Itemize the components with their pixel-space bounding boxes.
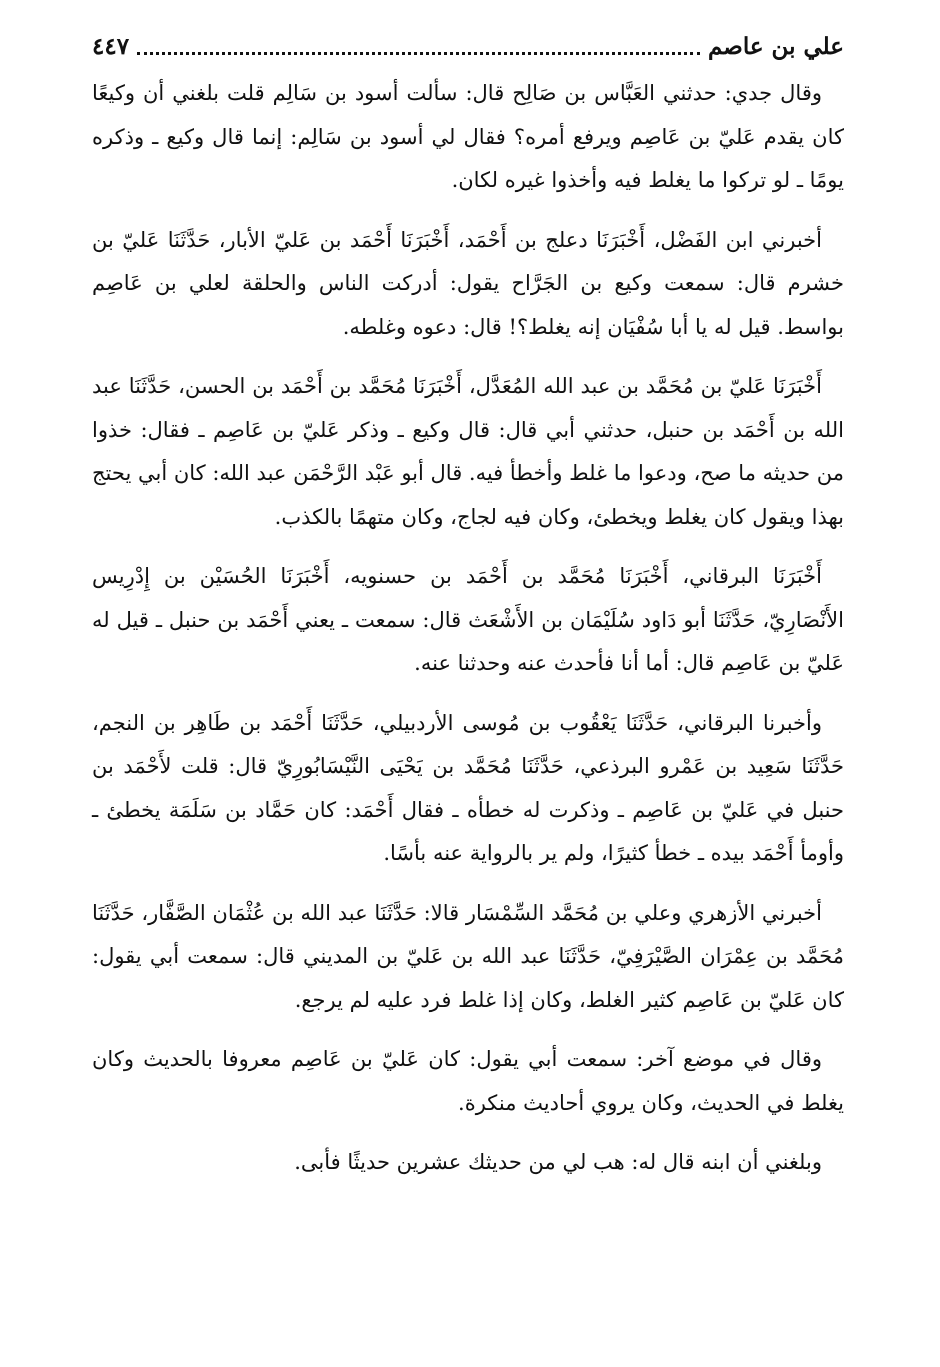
book-page [92, 30, 844, 1185]
paragraph: أَخْبَرَنَا البرقاني، أَخْبَرَنَا مُحَمَّد بن أَحْمَد بن حسنويه، أَخْبَرَنَا الحُسَيْن بن إِدْرِيس الأَنْصَارِيّ، حَدَّثَنَا أبو دَاود سُلَيْمَان بن الأَشْعَث قال: سمعت ـ يعني أَحْمَد بن حنبل ـ قيل له عَليّ بن عَاصِم قال: أما أنا فأحدث عنه وحدثنا عنه. [92, 564, 844, 675]
paragraph: أخبرني الأزهري وعلي بن مُحَمَّد السِّمْسَار قالا: حَدَّثَنَا عبد الله بن عُثْمَان الصَّفَّار، حَدَّثَنَا مُحَمَّد بن عِمْرَان الصَّيْرَفِيّ، حَدَّثَنَا عبد الله بن عَليّ بن المديني قال: سمعت أبي يقول: كان عَليّ بن عَاصِم كثير الغلط، وكان إذا غلط فرد عليه لم يرجع. [92, 900, 844, 1012]
paragraph: وقال في موضع آخر: سمعت أبي يقول: كان عَليّ بن عَاصِم معروفا بالحديث وكان يغلط في الحديث، وكان يروي أحاديث منكرة. [92, 1047, 844, 1115]
paragraph: وقال جدي: حدثني العَبَّاس بن صَالِح قال: سألت أسود بن سَالِم قلت بلغني أن وكيعًا كان يقدم عَليّ بن عَاصِم ويرفع أمره؟ فقال لي أسود بن سَالِم: إنما قال وكيع ـ وذكره يومًا ـ لو تركوا ما يغلط فيه وأخذوا غيره لكان. [92, 81, 844, 192]
paragraph: وبلغني أن ابنه قال له: هب لي من حديثك عشرين حديثًا فأبى. [294, 1150, 822, 1174]
page-number: ٤٤٧ [92, 33, 130, 60]
paragraph: وأخبرنا البرقاني، حَدَّثَنَا يَعْقُوب بن مُوسى الأردبيلي، حَدَّثَنَا أَحْمَد بن طَاهِر بن النجم، حَدَّثَنَا سَعِيد بن عَمْرو البرذعي، حَدَّثَنَا مُحَمَّد بن يَحْيَى النَّيْسَابُورِيّ قال: قلت لأَحْمَد بن حنبل في عَليّ بن عَاصِم ـ وذكرت له خطأه ـ فقال أَحْمَد: كان حَمَّاد بن سَلَمَة يخطئ ـ وأومأ أَحْمَد بيده ـ خطأ كثيرًا، ولم ير بالرواية عنه بأسًا. [92, 710, 844, 865]
running-header [92, 30, 844, 64]
body-text [92, 72, 844, 1185]
paragraph: أخبرني ابن الفَضْل، أَخْبَرَنَا دعلج بن أَحْمَد، أَخْبَرَنَا أَحْمَد بن عَليّ الأبار، حَدَّثَنَا عَليّ بن خشرم قال: سمعت وكيع بن الجَرَّاح يقول: أدركت الناس والحلقة لعلي بن عَاصِم بواسط. قيل له يا أبا سُفْيَان إنه يغلط؟! قال: دعوه وغلطه. [92, 227, 844, 339]
paragraph: أَخْبَرَنَا عَليّ بن مُحَمَّد بن عبد الله المُعَدَّل، أَخْبَرَنَا مُحَمَّد بن أَحْمَد بن الحسن، حَدَّثَنَا عبد الله بن أَحْمَد بن حنبل، حدثني أبي قال: قال وكيع ـ وذكر عَليّ بن عَاصِم ـ فقال: خذوا من حديثه ما صح، ودعوا ما غلط وأخطأ فيه. قال أبو عَبْد الرَّحْمَن عبد الله: كان أبي يحتج بهذا ويقول كان يغلط ويخطئ، وكان فيه لجاج، وكان متهمًا بالكذب. [92, 374, 844, 529]
chapter-title: علي بن عاصم [707, 33, 844, 60]
dotted-leader [137, 52, 700, 55]
